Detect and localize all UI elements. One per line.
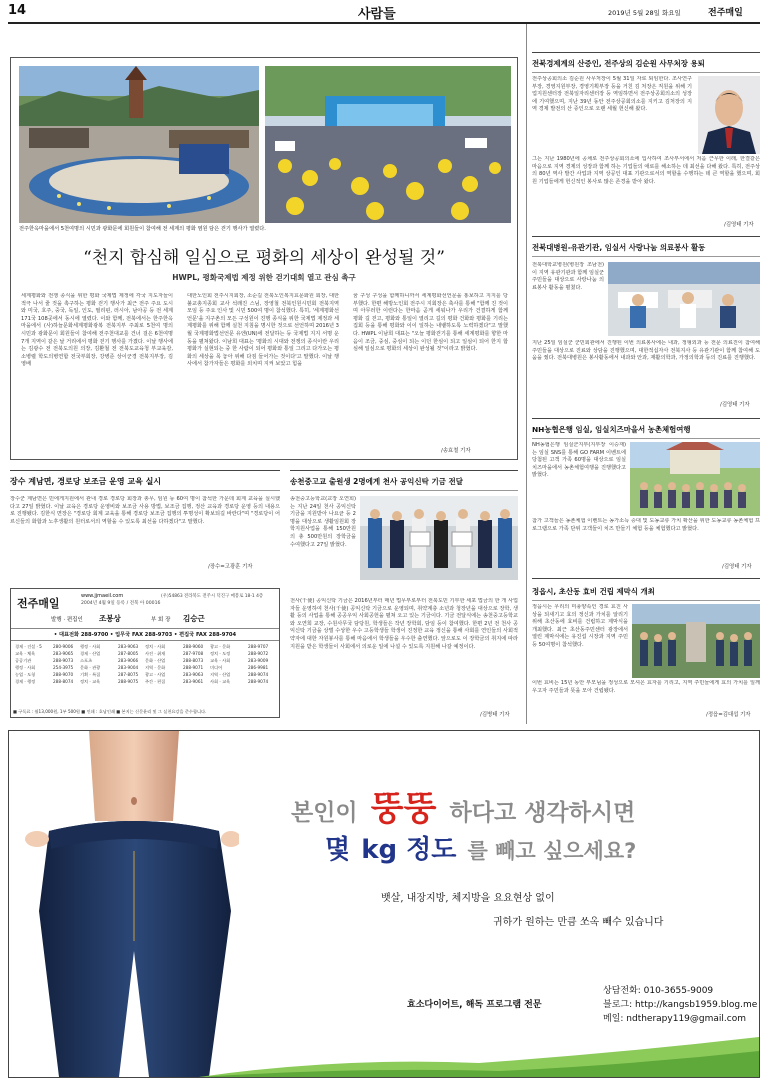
dept-phone: 283-9061 [183, 679, 204, 684]
main-article [10, 57, 518, 460]
ad-figure-illustration [9, 731, 239, 1077]
right-article-2-byline: /김영태 기자 [720, 402, 750, 408]
masthead-rule [8, 22, 760, 24]
dept-name: 행정 · 사회 [15, 665, 36, 670]
photo-scholarship [360, 496, 518, 580]
photo-medical-volunteer [608, 262, 760, 336]
main-col-1: 세계평화와 전쟁 종식을 위한 평화 국제법 제정에 각국 지도자들이 적극 나서 줄 것을 촉구하는 평화 걷기 행사가 최근 전주 주요 도시와 미국, 호주, 중국, 독일, 인도, 필리핀, 러시아, 남아공 등 전 세계 171국 108곳에서 동시에 열렸다. 이와 함께, 전북에서는 한주한옥마을에서 (사)하늘문화세계평화광복 전북지부 주최로 5천여 명의 시민과 광화문이 회원들이 참여해 전주천대교를 건너 걸은 6천여명 7개 지역이 같은 날 거리에서 평화 걷기 행사를 가졌다. 이날 행사에는 김광수 전 전북도의원 의장, 김환철 전 전북도교육청 부교육감, 소병렬 학도의병연합 전국부회장, 강병준 상이군경 전북지부장, 김영배 [21, 293, 173, 368]
dept-phone: 286-9981 [248, 665, 269, 670]
dept-name: 정치 · 도정 [210, 651, 231, 656]
dept-row [15, 657, 277, 664]
dept-row [15, 643, 277, 650]
dept-name: 광고 · 문화 [210, 644, 231, 649]
ad-contact-mail[interactable]: 메일: ndtherapy119@gmail.com [603, 1014, 746, 1024]
dept-phone: 288-9073 [53, 658, 74, 663]
dept-phone: 283-9009 [248, 658, 269, 663]
dept-name: 미디어 [210, 665, 223, 670]
dept-row [15, 671, 277, 678]
dept-phone: 283-9063 [183, 672, 204, 677]
right-article-3-headline: NH농협은행 임실, 임실치즈마을서 농촌체험여행 [532, 425, 691, 434]
dept-phone: 288-9707 [248, 644, 269, 649]
paper-name: 전주매일 [708, 8, 743, 18]
right-article-3-text-b: 참가 고객들은 농촌체험 이벤트는 농가소득 증대 및 도농교류 가치 확산을 위한 도농교류 농촌체험 프로그램으로 가족 단위 고객들이 치즈 만들기 체험 등을 체험했다고 밝혔다. [532, 518, 760, 532]
songcheon-headline: 송천중고교 출원생 2명에게 천사 공익신탁 기금 전달 [290, 477, 464, 486]
photo-cheese-village [630, 442, 760, 516]
dept-phone: 288-9060 [183, 644, 204, 649]
ad-contact-blog[interactable]: 블로그: http://kangsb1959.blog.me [603, 1000, 758, 1010]
photo-hyobi-ceremony [632, 604, 760, 678]
dept-phone: 288-8073 [183, 658, 204, 663]
dept-name: 교육 · 사회 [210, 658, 231, 663]
dept-name: 사진 · 취재 [145, 651, 166, 656]
diet-advertisement [8, 730, 760, 1078]
dept-name: 문화 · 관광 [80, 665, 101, 670]
ad-headline-line1 [291, 781, 635, 830]
right-article-2-text-a: 전북대학교병원(병원장 조남천)이 지역 유관기관과 함께 임실군 주민들을 대상으로 사랑나눔 의료봉사 활동을 펼쳤다. [532, 262, 604, 291]
info-publisher-label: 발행 · 편집인 [51, 617, 83, 623]
dept-phone: 283-9004 [118, 665, 139, 670]
songcheon-text-bottom: 천사(千使) 공익신탁 기금은 2016년부터 매년 법무부로부터 전북도민 기부한 세포 법금의 한 개 사업자들 운영하여 천사(千使) 공익신탁 기금으로 운영되며, 취약계층 소년과 청장년을 대상으로 장학, 생활 등의 사업을 통해 공공우익 사회공헌을 펼쳐 오고 있는 기금이다. 기금 전달식에는 송천중고등학교와 오연희 교장, 수원사무국 담당원, 학생들은 작년 장학회, 담임 등이 참여했다. 한편 2년 전 천사 공익신탁 기금을 상벌 수상한 우수 고등학생들 학생이 진정한 교육 정신을 통해 사회를 연인들의 사회적 약자에 대한 자원봉사를 통해 마음에서 학생들을 우수한 출연했다. 앞으로도 이 장학금의 취지에 따라 지원을 받은 학생들이 사회에서 의로운 일에 나설 수 있도록 지원해 나갈 예정이다. [290, 598, 518, 650]
department-phone-table [15, 643, 277, 685]
photo-walking-event [265, 66, 511, 223]
right-article-1-text-b: 그는 지난 1980년에 공채로 전주상공회의소에 입사하여 조사부서에서 처음 근무한 이래, 한결같은 마음으로 지역 경제의 성장과 함께 하는 기업들의 애로를 해소하는 데 최선을 다해 왔다. 특히, 전주상의 80년 역사 발간 사업과 지역 상공인 대표 기관으로서의 역할을 수행하는 데 큰 역할을 했으며, 회원 기업들에게 헌신적인 봉사로 많은 존경을 받아 왔다. [532, 156, 760, 185]
photo-kim-soonwon [698, 76, 760, 154]
songcheon-byline: /김병태 기자 [480, 712, 510, 718]
right-article-3-text-a: NH농협은행 임실군지부(지부장 이승재)는 임실 SNS를 통해 GO FARM 이벤트에 당첨된 고객 가족 60명을 대상으로 임실 치즈마을에서 농촌체험여행을 진행했다고 밝혔다. [532, 442, 626, 479]
dept-phone: 283-9065 [53, 651, 74, 656]
dept-phone: 283-9063 [118, 644, 139, 649]
info-editor-label: 부 회 장 [151, 617, 171, 623]
rule-right-1b [532, 72, 760, 73]
right-article-4-byline: /정읍=김대섭 기자 [706, 712, 751, 718]
dept-phone: 287-8075 [118, 672, 139, 677]
ad-word-myeot: 몇 [325, 835, 351, 865]
dept-phone: 288-9071 [183, 665, 204, 670]
info-url: www.jjmaeil.com [81, 593, 124, 599]
dept-name: 스포츠 [80, 658, 93, 663]
ad-contact-phone: 상담전화: 010-3655-9009 [603, 986, 714, 996]
right-article-2-headline: 전북대병원-유관기관, 임실서 사랑나눔 의료봉사 활동 [532, 243, 706, 252]
main-col-2: 대한노인회 전주시지회장, 소순길 전북노인복지효문화원 회장, 대한불교총지종회 교사 석래진 스님, 장영철 전북인원시민회 전북지역 모임 등 주요 인사 및 시민 500여 명이 참석했다. 특히, '세계평화선언문'을 지구촌의 모든 구성원이 진행 종식을 위한 국제법 제정과 세계평화를 위해 함께 실천 지침을 명시한 것으로 선언하며 2016년 3월 국제평화법선언문 유엔(UN)에 전달하는 등 국제법 지지 서명 운동을 펼쳐왔다. 이남희 대표는 '평화의 시대와 전쟁의 종식이란 우리 평화가 실현되는 중 한 사람이 되어 평화와 통일 그리고 다가오는 평화의 세상을 목 놓아 위해 다짐 들어가는 것이다'고 말했다. 이날 행사에서 참가자들은 평화를 외치며 지켜 보았고 힘을 [187, 293, 339, 368]
dept-name: 행정 · 사회 [80, 644, 101, 649]
info-line1: 2004년 4월 9일 등록 / 전북 아 00016 [81, 601, 161, 606]
dept-name: 지역 · 문화 [145, 665, 166, 670]
dept-phone: 288-8074 [53, 679, 74, 684]
ad-sub-1: 뱃살, 내장지방, 체지방을 요요현상 없이 [381, 893, 555, 904]
dept-row [15, 678, 277, 685]
dept-phone: 288-9072 [248, 651, 269, 656]
rule-right-2 [532, 236, 760, 237]
right-article-4-text-b: 이번 효비는 15년 동안 부모님을 정성으로 모셔온 효자를 기리고, 지역 주민들에게 효의 가치를 일깨우고자 주민들과 뜻을 모아 건립됐다. [532, 680, 760, 694]
info-paper-title: 전주매일 [17, 597, 60, 610]
rule-jangsu [10, 470, 280, 471]
dept-phone: 288-9074 [248, 672, 269, 677]
dept-name: 기획 · 특집 [80, 672, 101, 677]
dept-phone: 287-9708 [183, 651, 204, 656]
main-col-3: 꿈 구성 구성을 함께하니까서 세계평화선언문을 홍보하고 지지를 당부했다. 한편 해방노인회 전주시 지회장은 축사를 통해 "함께 진 것이며 아무러한 이런다는 한마음 곧게 세워나가 우리가 건결하게 함께 평화 길 걷고, 평화와 통일이 열리고 길의 평화 건화와 평화를 기리는 집회 등을 통해 평화와 이이 일하는 내뱉하도록 노력하겠다"고 말했다. HWPL 이남희 대표는 "오늘 평화걷기를 통해 세계평화를 향한 마음이 조금, 중심, 중심이 되는 이던 한심이 되고 일심이 되어 한지 합심해 일심으로 평화의 세상이 완성될 것"이라고 밝혔다. [353, 293, 508, 353]
rule-right-3 [532, 418, 760, 419]
right-article-1-byline: /김영태 기자 [724, 222, 754, 228]
dept-phone: 254-3975 [53, 665, 74, 670]
dept-phone: 280-9006 [53, 644, 74, 649]
rule-jangsu-2 [10, 490, 280, 491]
page-number: 14 [8, 3, 27, 18]
right-article-3-byline: /김영태 기자 [722, 564, 752, 570]
info-footer: ■ 구독료 : 월13,000원, 1부 500원 ■ 인쇄 : 호남인쇄 ■ 본지는 신문윤리 및 그 실천요강을 준수합니다. [13, 709, 207, 714]
dept-name: 경제 · 행정 [15, 679, 36, 684]
dept-name: 공공기관 [15, 658, 32, 663]
dept-name: 정치 · 교육 [80, 679, 101, 684]
ad-word-ttungttung: 뚱뚱 [370, 789, 437, 829]
ad-word-kg: kg 정도 [361, 835, 457, 865]
ad-grass-decoration [199, 1027, 759, 1077]
jangsu-headline: 장수 계남면, 경로당 보조금 운영 교육 실시 [10, 477, 162, 486]
right-article-4-headline: 정읍시, 초산동 효비 건립 제막식 개최 [532, 587, 655, 596]
publisher-info-box [10, 588, 280, 718]
right-article-4-text-a: 정읍시는 우리의 미풍양속인 경로 효친 사상을 되새기고 효의 정신과 가치를 알리기 위해 초산동에 효비를 건립하고 제막식을 개최했다. 최근 초산동주민센터 광장에서 열린 제막식에는 유진섭 시장과 지역 주민 등 50여명이 참석했다. [532, 604, 628, 648]
songcheon-text-top: 송천중고등학교(교장 오연희)는 지난 24일 천사 공익신탁 기금을 지원받아 나요균 등 2명을 대상으로 생활임원회 장학지원사업을 통해 150만원의 총 500만원의 장학금을 수여했다고 27일 밝혔다. [290, 496, 356, 548]
dept-phone: 283-9066 [118, 658, 139, 663]
dept-phone: 288-9070 [53, 672, 74, 677]
ad-word-bonini: 본인이 [291, 800, 358, 826]
main-headline: “천지 합심해 일심으로 평화의 세상이 완성될 것” [83, 248, 445, 268]
dept-phone: 288-9074 [248, 679, 269, 684]
right-article-2-text-b: 지난 25일 임실군 군민회관에서 진행된 이번 의료봉사에는 내과, 정형외과 등 전문 의료진이 참여해 주민들을 대상으로 진료와 상담을 진행했으며, 대한적십자사 전북지사 등 유관기관이 함께 참여해 도움을 줬다. 전북대병원은 봉사활동에서 내과와 안과, 재활의학과, 가정의학과 등의 진료를 진행했다. [532, 340, 760, 362]
dept-phone: 287-8005 [118, 651, 139, 656]
dept-phone: 288-9075 [118, 679, 139, 684]
dept-row [15, 650, 277, 657]
main-byline: /송효철 기자 [441, 448, 471, 454]
main-subhead: HWPL, 평화국제법 제정 위한 걷기대회 열고 관심 촉구 [172, 273, 356, 282]
right-article-1-text-a: 전주상공회의소 김순원 사무처장이 5월 31일 자로 퇴임한다. 조사연구부장, 경영지원부장, 경영기획부장 등을 거친 김 처장은 직원을 위해 기업지원센터장 전북일자리센터장 등 역임하면서 전주상공회의소의 성장에 기여했으며, 지난 39년 동안 전주상공회의소를 지키고 김처장의 지역 경제 발전의 산 증인으로 오랜 세월 헌신해 왔다. [532, 76, 692, 113]
dept-name: 문화 · 산업 [145, 658, 166, 663]
dept-name: 지역 · 산업 [210, 672, 231, 677]
jangsu-text: 장수군 계남면은 민에게지원에서 관내 경로 경로당 회장과 총무, 임원 등 60여 명이 참석한 가운데 회계 교육을 실시했다고 27일 밝혔다. 이날 교육은 경로당 운영비와 보조금 사용 방법, 보조금 집행, 정산 교육과 경로당 운영 등의 내용으로 진행됐다. 김한식 면장은 "경로당 회계 교육을 통해 경로당 보조금 집행의 투명성이 확보되길 바란다"며 "경로당이 어르신들의 화합과 노후생활의 원터로서의 역할을 수 있도록 최선을 다하겠다"고 말했다. [10, 496, 280, 525]
rule-right-2b [532, 256, 760, 257]
dept-name: 정치 · 사회 [145, 644, 166, 649]
dept-name: 경제 · 건설 · 5 [15, 644, 42, 649]
photo-caption: 전주한옥마을에서 5천여명의 시민과 광화문에 회원들이 참여해 전 세계의 평화 염원 담은 걷기 행사가 열렸다. [19, 226, 266, 232]
dept-name: 광고 · 사업 [145, 672, 166, 677]
column-divider [526, 24, 527, 724]
rule-songcheon [290, 470, 518, 471]
rule-right-1 [532, 52, 760, 53]
ad-program: 효소다이어트, 해독 프로그램 전문 [407, 1000, 542, 1010]
dept-name: 주간 · 편집 [145, 679, 166, 684]
dept-name: 농업 · 도청 [15, 672, 36, 677]
photo-hanok-village [19, 66, 259, 223]
masthead [8, 2, 760, 22]
dept-name: 교육 · 체육 [15, 651, 36, 656]
dept-name: 사회 · 교육 [210, 679, 231, 684]
jangsu-byline: /장수=고광훈 기자 [208, 564, 253, 570]
info-editor: 김승근 [183, 614, 205, 623]
rule-right-3b [532, 438, 760, 439]
info-phones: • 대표전화 288-9700 • 업무국 FAX 288-9703 • 편집국 FAX 288-9704 [11, 628, 279, 641]
rule-right-4b [532, 600, 760, 601]
ad-sub-2: 귀하가 원하는 만큼 쏘옥 빼수 있습니다 [493, 917, 664, 928]
ad-headline-line2 [325, 829, 636, 866]
rule-songcheon-2 [290, 490, 518, 491]
issue-date: 2019년 5월 28일 화요일 [608, 9, 681, 17]
info-line2: (우)54863 전라북도 전주시 덕진구 매봉로 18-1 4층 [161, 594, 264, 599]
right-article-1-headline: 전북경제계의 산증인, 전주상의 김순원 사무처장 용퇴 [532, 59, 705, 68]
ad-word-thinking: 하다고 생각하시면 [449, 800, 636, 826]
info-publisher: 조봉상 [99, 614, 121, 623]
rule-right-4 [532, 578, 760, 579]
ad-word-want: 를 빼고 싶으세요? [467, 839, 637, 863]
dept-row [15, 664, 277, 671]
section-title: 사람들 [358, 7, 396, 22]
dept-name: 경제 · 산업 [80, 651, 101, 656]
